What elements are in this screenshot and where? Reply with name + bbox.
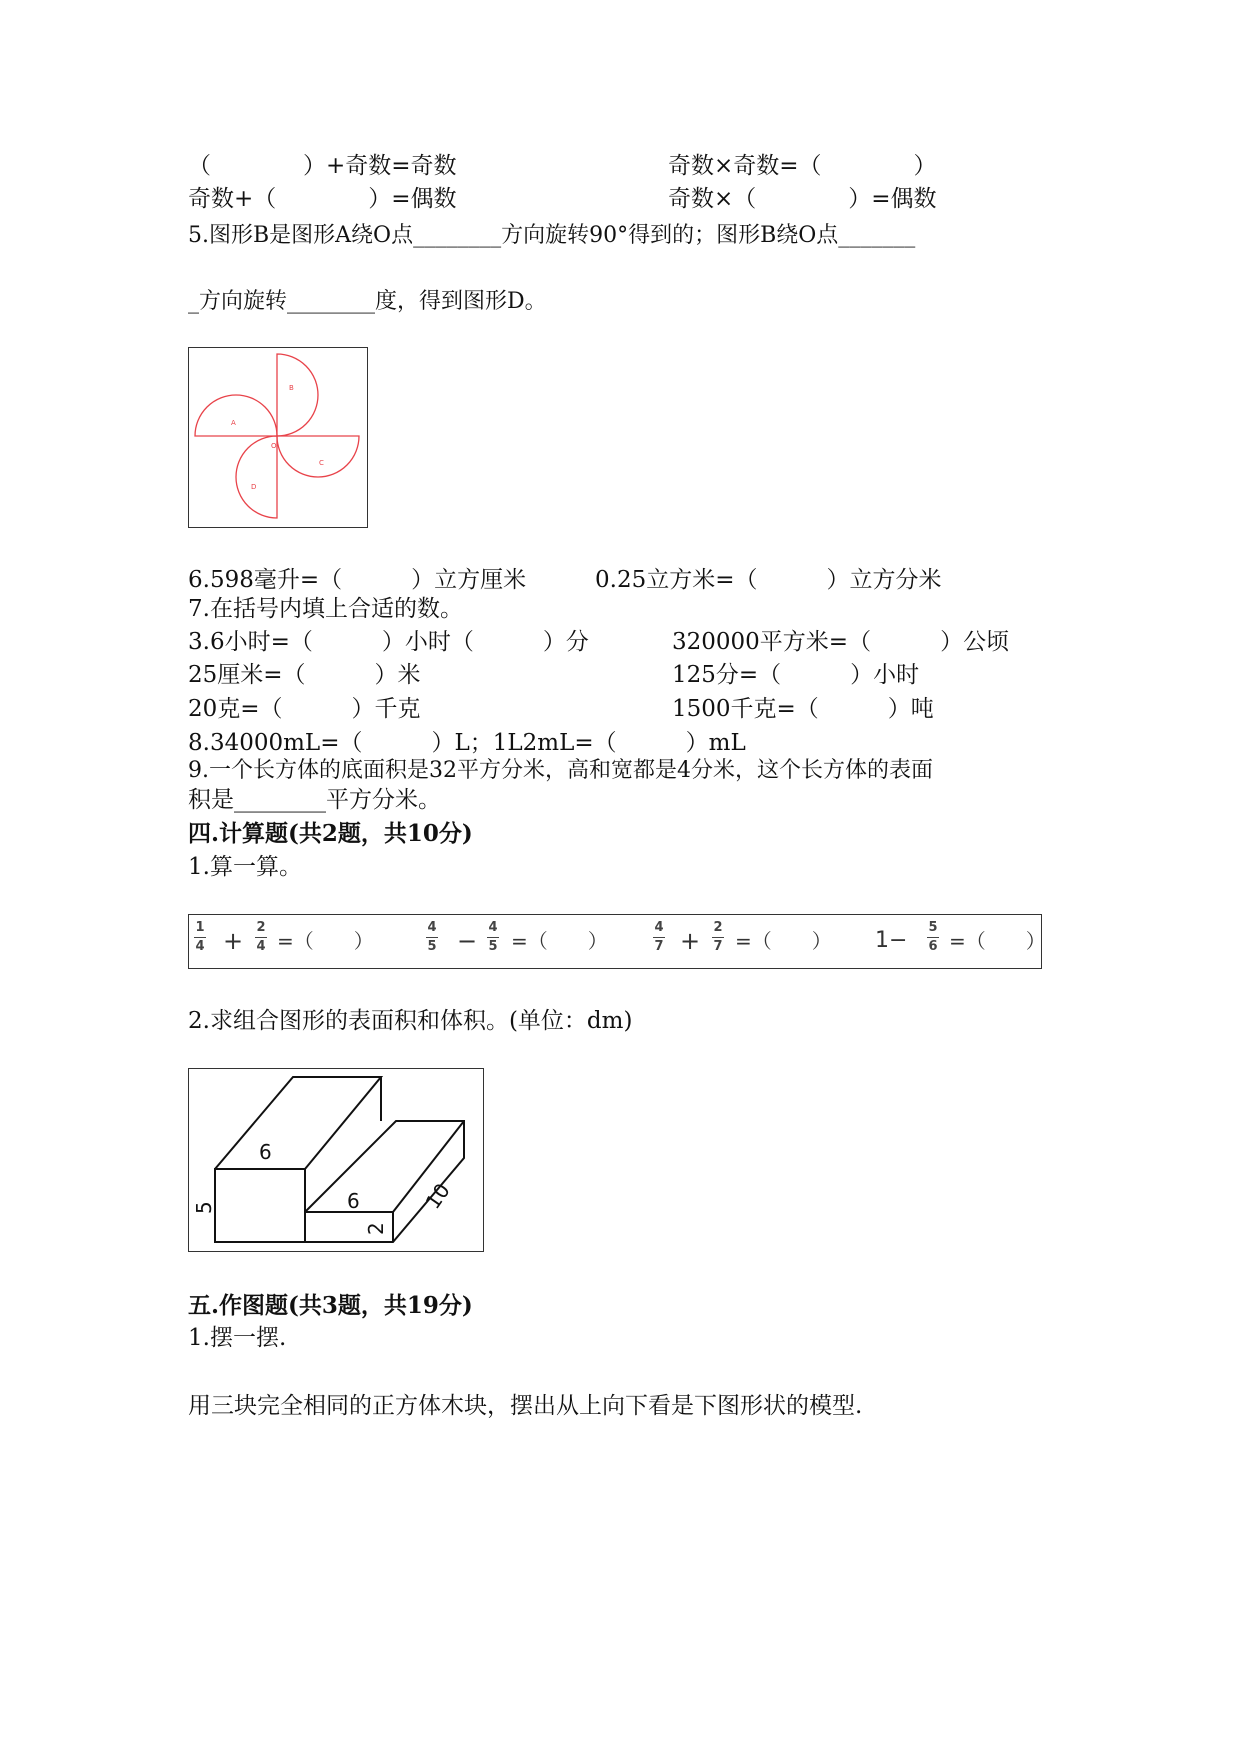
operator: − [457,927,478,955]
answer-blank: =（ ） [277,929,374,953]
fill-line-odd-product: 奇数×奇数=（ ） [668,153,937,179]
whole-number: 1− [875,928,908,953]
fill-line-even-sum: 奇数+（ ）=偶数 [188,186,457,212]
q7-row-2-right: 125分=（ ）小时 [672,662,920,688]
question-8: 8.34000mL=（ ）L；1L2mL=（ ）mL [188,730,746,756]
fraction-1a: 1 4 [195,920,205,954]
rotation-figure-drawing [189,348,366,526]
section-4-question-1: 1.算一算。 [188,854,302,880]
operator: + [680,927,701,955]
dim-top-width: 6 [259,1140,272,1164]
question-6-part-1: 6.598毫升=（ ）立方厘米 [188,567,527,593]
answer-blank: =（ ） [949,929,1046,953]
question-9-line-1: 9.一个长方体的底面积是32平方分米，高和宽都是4分米，这个长方体的表面 [188,758,933,783]
section-5-question-1-description: 用三块完全相同的正方体木块，摆出从上向下看是下图形状的模型. [188,1393,863,1419]
label-b: B [289,384,294,392]
dim-lower-height: 2 [364,1222,388,1235]
section-4-title: 四.计算题(共2题，共10分) [188,820,473,847]
shape-c [277,436,359,477]
section-5-title: 五.作图题(共3题，共19分) [188,1292,473,1319]
label-d: D [251,483,257,491]
fraction-2b: 4 5 [488,920,498,954]
section-4-question-2: 2.求组合图形的表面积和体积。(单位：dm) [188,1008,633,1034]
fraction-3a: 4 7 [654,920,664,954]
question-7: 7.在括号内填上合适的数。 [188,596,463,622]
q7-row-3-right: 1500千克=（ ）吨 [672,696,934,722]
label-o: O [271,442,277,450]
shape-a [195,395,277,436]
operator: + [223,927,244,955]
solid-figure-drawing [189,1069,482,1250]
fraction-4b: 5 6 [928,920,938,954]
q7-row-3-left: 20克=（ ）千克 [188,696,421,722]
fill-line-even-product: 奇数×（ ）=偶数 [668,186,937,212]
answer-blank: =（ ） [735,929,832,953]
rotation-figure [188,347,368,528]
fraction-2a: 4 5 [427,920,437,954]
shape-b [277,354,318,436]
question-9-line-2: 积是________平方分米。 [188,787,441,813]
calculation-box [188,914,1046,969]
dim-lower-width: 6 [347,1189,360,1213]
question-5-line-2: _方向旋转________度，得到图形D。 [188,289,547,314]
q7-row-1-right: 320000平方米=（ ）公顷 [672,629,1010,655]
label-c: C [319,459,324,467]
q7-row-2-left: 25厘米=（ ）米 [188,662,421,688]
fraction-3b: 2 7 [713,920,723,954]
question-5-line-1: 5.图形B是图形A绕O点________方向旋转90°得到的；图形B绕O点_______ [188,223,916,248]
label-a: A [231,419,236,427]
answer-blank: =（ ） [511,929,608,953]
q7-row-1-left: 3.6小时=（ ）小时（ ）分 [188,629,589,655]
solid-figure [188,1068,484,1252]
fill-line-odd-sum: （ ）+奇数=奇数 [188,153,457,179]
section-5-question-1: 1.摆一摆. [188,1325,287,1351]
dim-height: 5 [192,1201,216,1214]
question-6-part-2: 0.25立方米=（ ）立方分米 [595,567,942,593]
fraction-1b: 2 4 [256,920,266,954]
dim-depth: 10 [420,1178,455,1214]
